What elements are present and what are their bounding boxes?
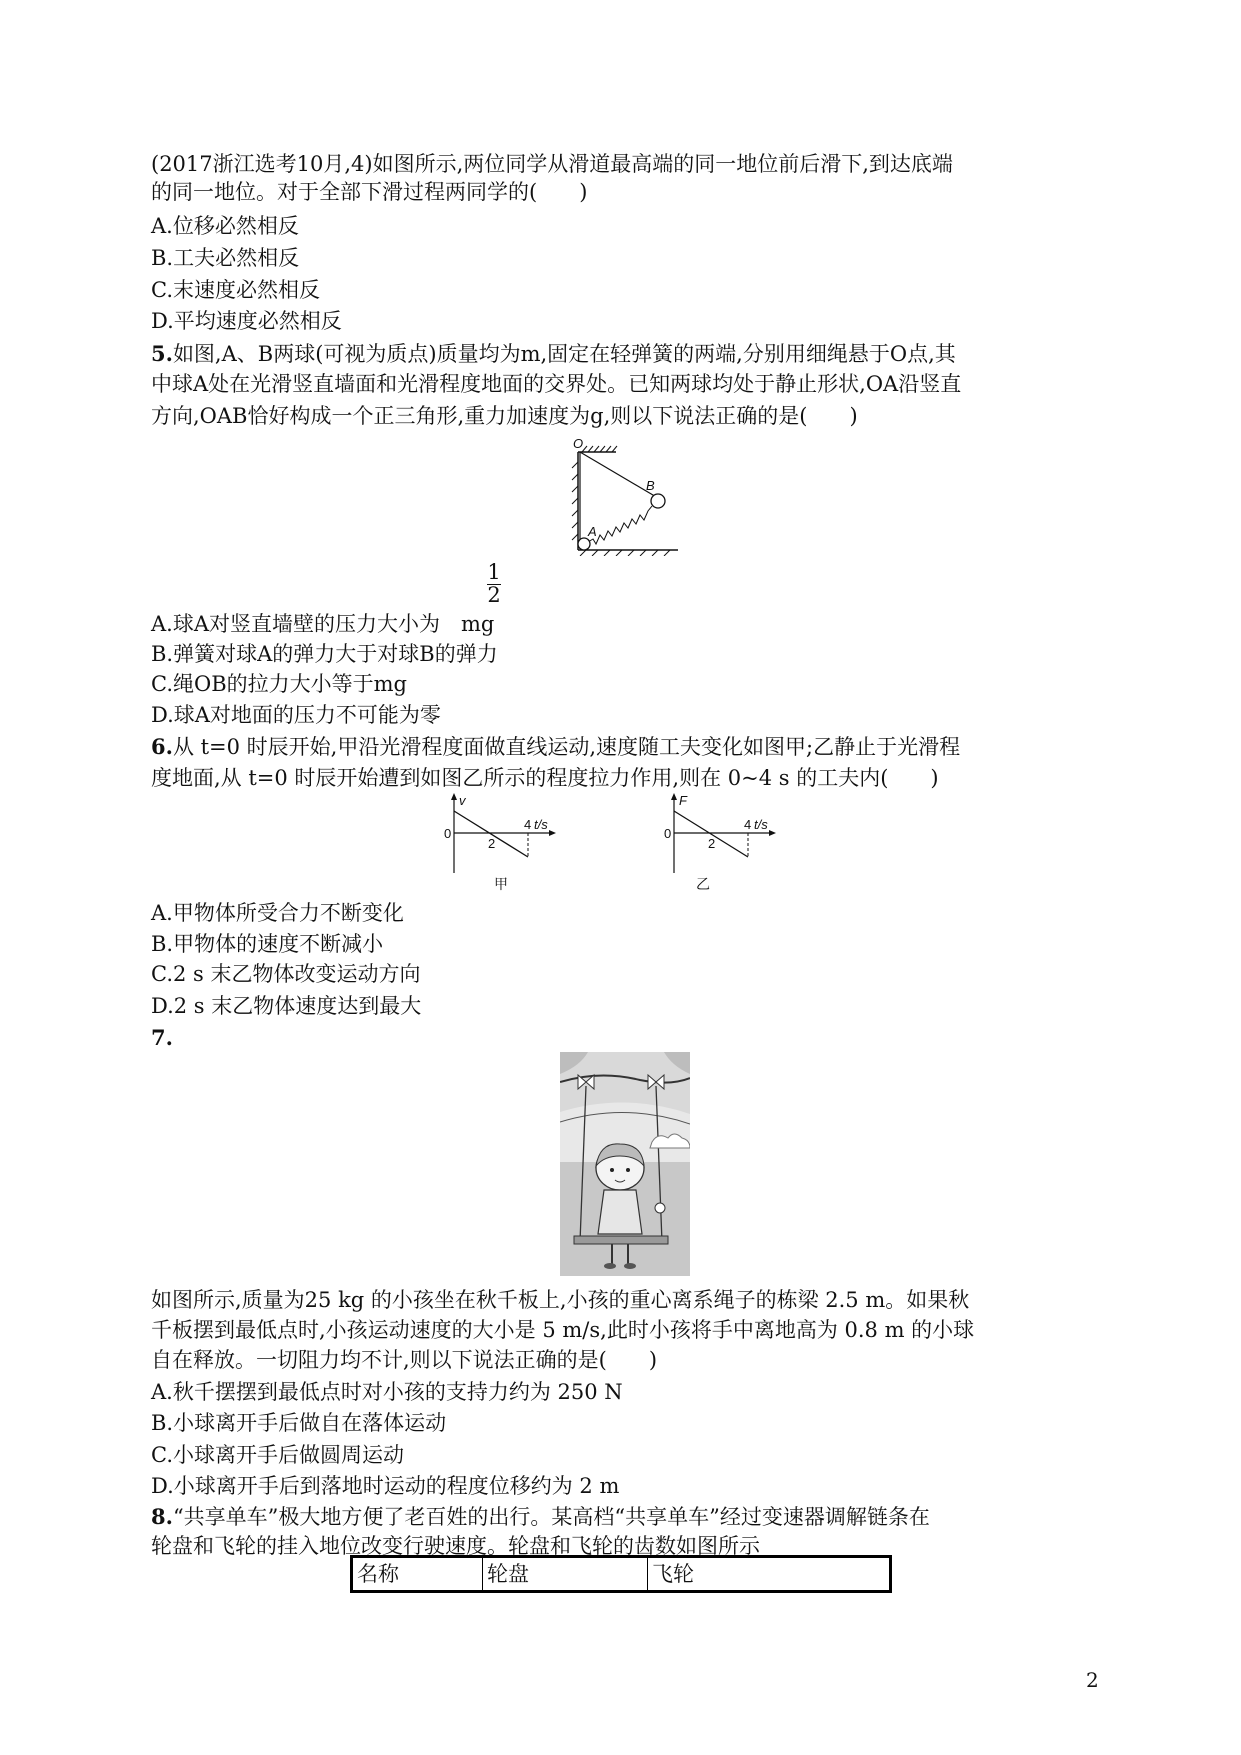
q5-stem-line2: 中球A处在光滑竖直墙面和光滑程度地面的交界处。已知两球均处于静止形状,OA沿竖直 xyxy=(151,372,962,396)
q4-option-a: A.位移必然相反 xyxy=(151,214,299,238)
label-a: A xyxy=(588,524,597,539)
fraction-numerator: 1 xyxy=(487,560,501,584)
q4-stem-line2: 的同一地位。对于全部下滑过程两同学的( ) xyxy=(151,180,588,204)
yi-origin: 0 xyxy=(664,826,672,841)
q5-stem-line3: 方向,OAB恰好构成一个正三角形,重力加速度为g,则以下说法正确的是( ) xyxy=(151,404,858,428)
q5-stem-line1 xyxy=(151,340,956,368)
q7-stem-line2: 千板摆到最低点时,小孩运动速度的大小是 5 m/s,此时小孩将手中离地高为 0.8 m 的小球 xyxy=(151,1318,975,1342)
jia-tick-2: 2 xyxy=(488,836,496,851)
q8-number: 8. xyxy=(151,1504,173,1529)
q7-option-d: D.小球离开手后到落地时运动的程度位移约为 2 m xyxy=(151,1474,620,1498)
q5-option-b: B.弹簧对球A的弹力大于对球B的弹力 xyxy=(151,642,498,666)
jia-origin: 0 xyxy=(444,826,452,841)
jia-caption: 甲 xyxy=(494,877,508,893)
q8-stem-line1 xyxy=(151,1503,930,1531)
jia-tick-4: 4 xyxy=(524,817,532,832)
q7-stem-line3: 自在释放。一切阻力均不计,则以下说法正确的是( ) xyxy=(151,1348,658,1372)
q8-stem-text1: “共享单车”极大地方便了老百姓的出行。某高档“共享单车”经过变速器调解链条在 xyxy=(172,1505,930,1529)
q5-option-d: D.球A对地面的压力不可能为零 xyxy=(151,703,441,727)
jia-x-label: t/s xyxy=(534,817,548,832)
fraction-denominator: 2 xyxy=(487,583,501,607)
q5-stem-text1: 如图,A、B两球(可视为质点)质量均为m,固定在轻弹簧的两端,分别用细绳悬于O点,其 xyxy=(172,342,956,366)
q4-option-d: D.平均速度必然相反 xyxy=(151,309,342,333)
label-b: B xyxy=(646,478,655,493)
yi-tick-4: 4 xyxy=(744,817,752,832)
q6-stem-text1: 从 t=0 时辰开始,甲沿光滑程度面做直线运动,速度随工夫变化如图甲;乙静止于光滑程 xyxy=(172,735,961,759)
q7-option-b: B.小球离开手后做自在落体运动 xyxy=(151,1411,447,1435)
q4-option-c: C.末速度必然相反 xyxy=(151,278,320,302)
table-header-chainring: 轮盘 xyxy=(483,1558,648,1590)
q7-stem-line1: 如图所示,质量为25 kg 的小孩坐在秋千板上,小孩的重心离系绳子的栋梁 2.5 m。如果秋 xyxy=(151,1288,970,1312)
q6-stem-line2: 度地面,从 t=0 时辰开始遭到如图乙所示的程度拉力作用,则在 0~4 s 的工夫内( ) xyxy=(151,766,939,790)
q8-stem-line2: 轮盘和飞轮的挂入地位改变行驶速度。轮盘和飞轮的齿数如图所示 xyxy=(151,1534,760,1558)
label-o: O xyxy=(573,438,584,451)
fraction-one-half xyxy=(487,560,501,607)
q6-option-d: D.2 s 末乙物体速度达到最大 xyxy=(151,994,422,1018)
q5-figure xyxy=(566,438,686,556)
ball-a xyxy=(578,538,590,550)
yi-tick-2: 2 xyxy=(708,836,716,851)
page-number: 2 xyxy=(1086,1668,1099,1692)
q6-stem-line1 xyxy=(151,733,960,761)
graph-jia xyxy=(424,793,564,893)
ball-b xyxy=(651,494,665,508)
q6-number: 6. xyxy=(151,734,173,759)
q4-stem-line1: (2017浙江选考10月,4)如图所示,两位同学从滑道最高端的同一地位前后滑下,到达底端 xyxy=(151,152,953,176)
yi-x-label: t/s xyxy=(754,817,768,832)
q7-option-a: A.秋千摆摆到最低点时对小孩的支持力约为 250 N xyxy=(151,1380,623,1404)
q6-option-a: A.甲物体所受合力不断变化 xyxy=(151,901,404,925)
swing-illustration xyxy=(560,1052,690,1276)
q6-option-b: B.甲物体的速度不断减小 xyxy=(151,932,384,956)
table-header-name: 名称 xyxy=(353,1558,483,1590)
q6-option-c: C.2 s 末乙物体改变运动方向 xyxy=(151,962,421,986)
q5-number: 5. xyxy=(151,341,173,366)
q7-number: 7. xyxy=(151,1025,173,1050)
gear-table-header xyxy=(350,1555,892,1593)
q7-option-c: C.小球离开手后做圆周运动 xyxy=(151,1443,404,1467)
yi-caption: 乙 xyxy=(696,877,710,893)
yi-y-label: F xyxy=(679,793,687,808)
table-header-flywheel: 飞轮 xyxy=(652,1562,694,1586)
q5-option-a: A.球A对竖直墙壁的压力大小为 mg xyxy=(151,612,495,636)
q4-option-b: B.工夫必然相反 xyxy=(151,246,300,270)
q5-option-c: C.绳OB的拉力大小等于mg xyxy=(151,672,407,696)
jia-y-label: v xyxy=(459,793,466,808)
graph-yi xyxy=(644,793,784,893)
